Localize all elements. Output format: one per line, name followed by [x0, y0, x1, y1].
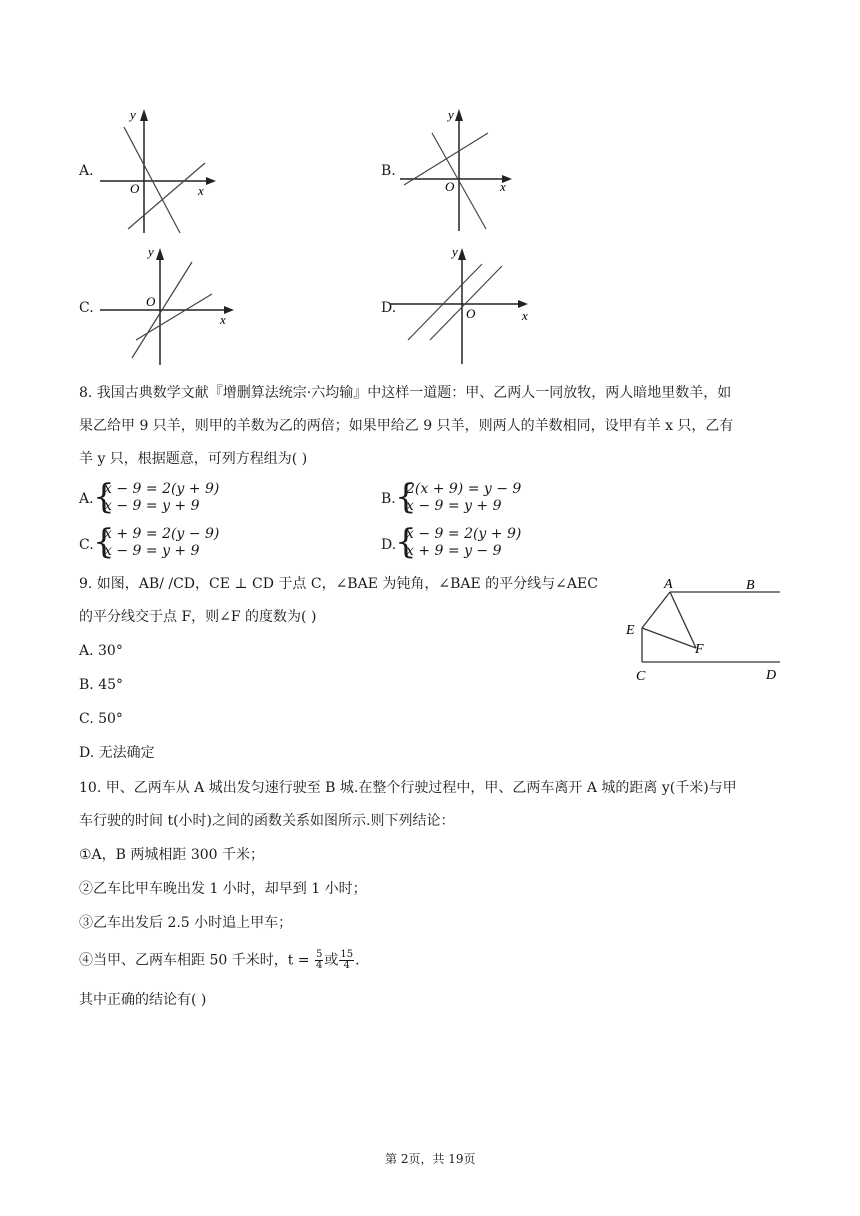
- q9-geometry-figure: [620, 570, 790, 685]
- q8-stem-line-2: 果乙给甲 9 只羊，则甲的羊数为乙的两倍；如果甲给乙 9 只羊，则两人的羊数相同，设甲有羊 x 只，乙有: [79, 418, 734, 434]
- point-a-label: A: [664, 577, 673, 592]
- axis-x-label: x: [522, 308, 528, 323]
- q7-graph-b: [400, 105, 520, 235]
- q10-conclusion-2: ②乙车比甲车晚出发 1 小时，却早到 1 小时；: [79, 881, 367, 897]
- brace-icon: {: [395, 522, 417, 562]
- point-b-label: B: [746, 578, 755, 593]
- equation: x − 9 = y + 9: [104, 498, 200, 514]
- q7-graph-c: [100, 240, 240, 370]
- q9-option-a: A. 30°: [79, 643, 123, 659]
- page-footer: 第 2页，共 19页: [385, 1152, 476, 1166]
- brace-icon: {: [93, 477, 115, 517]
- origin-label: O: [445, 179, 455, 194]
- axis-y-label: y: [130, 107, 136, 122]
- q10-question: 其中正确的结论有( ): [79, 992, 207, 1008]
- point-c-label: C: [636, 669, 646, 684]
- origin-label: O: [130, 181, 140, 196]
- equation: x − 9 = y + 9: [104, 543, 200, 559]
- axis-x-label: x: [220, 312, 226, 327]
- brace-icon: {: [395, 477, 417, 517]
- fraction: [315, 950, 323, 971]
- point-e-label: E: [626, 623, 635, 638]
- fraction-denominator: 4: [343, 960, 350, 971]
- q8-option-d-label: D.: [381, 537, 397, 553]
- q8-option-a-system: [104, 481, 219, 515]
- q7-option-c-label: C.: [79, 300, 94, 316]
- q7-graph-d: [390, 240, 540, 370]
- equation: x + 9 = y − 9: [406, 543, 502, 559]
- conclusion-4-text: ④当甲、乙两车相距 50 千米时，t =: [79, 952, 310, 969]
- fraction-numerator: 15: [340, 949, 354, 960]
- axis-y-label: y: [448, 107, 454, 122]
- equation: x − 9 = y + 9: [406, 498, 502, 514]
- origin-label: O: [466, 306, 476, 321]
- q9-stem-line-1: 9. 如图，AB/ /CD，CE ⊥ CD 于点 C，∠BAE 为钝角，∠BAE 的平分线与∠AEC: [79, 576, 598, 592]
- q8-stem-line-1: 8. 我国古典数学文献『增删算法统宗·六均输』中这样一道题：甲、乙两人一同放牧，两人暗地里数羊，如: [79, 385, 732, 401]
- q9-option-d: D. 无法确定: [79, 745, 155, 761]
- axis-y-label: y: [452, 244, 458, 259]
- q8-option-c-system: [104, 526, 219, 560]
- axis-x-label: x: [198, 183, 204, 198]
- axis-y-label: y: [148, 244, 154, 259]
- equation: x − 9 = 2(y + 9): [406, 526, 522, 542]
- q7-option-d-label: D.: [381, 300, 397, 316]
- axis-x-label: x: [500, 179, 506, 194]
- brace-icon: {: [93, 522, 115, 562]
- q8-stem-line-3: 羊 y 只，根据题意，可列方程组为( ): [79, 451, 308, 467]
- point-d-label: D: [766, 668, 777, 683]
- fraction: [339, 950, 354, 971]
- q10-conclusion-3: ③乙车出发后 2.5 小时追上甲车；: [79, 915, 293, 931]
- q7-option-a-label: A.: [79, 163, 94, 179]
- origin-label: O: [146, 294, 156, 309]
- fraction-numerator: 5: [315, 949, 323, 960]
- q10-stem-line-1: 10. 甲、乙两车从 A 城出发匀速行驶至 B 城.在整个行驶过程中，甲、乙两车离开 A 城的距离 y(千米)与甲: [79, 780, 737, 796]
- q10-conclusion-4: [79, 950, 360, 971]
- q10-stem-line-2: 车行驶的时间 t(小时)之间的函数关系如图所示.则下列结论：: [79, 813, 455, 829]
- q8-option-a-label: A.: [79, 491, 94, 507]
- point-f-label: F: [695, 642, 704, 657]
- equation: x − 9 = 2(y + 9): [104, 481, 220, 497]
- fraction-denominator: 4: [315, 960, 323, 971]
- q7-option-b-label: B.: [381, 163, 396, 179]
- q8-option-c-label: C.: [79, 537, 94, 553]
- q8-option-b-label: B.: [381, 491, 396, 507]
- q9-option-c: C. 50°: [79, 711, 123, 727]
- q8-option-d-system: [406, 526, 521, 560]
- conclusion-4-end: .: [355, 952, 360, 969]
- q9-option-b: B. 45°: [79, 677, 124, 693]
- q10-conclusion-1: ①A，B 两城相距 300 千米；: [79, 847, 265, 863]
- equation: 2(x + 9) = y − 9: [406, 481, 522, 497]
- q9-stem-line-2: 的平分线交于点 F，则∠F 的度数为( ): [79, 609, 317, 625]
- conclusion-4-or: 或: [324, 952, 339, 969]
- equation: x + 9 = 2(y − 9): [104, 526, 220, 542]
- q8-option-b-system: [406, 481, 521, 515]
- q7-graph-a: [100, 105, 220, 235]
